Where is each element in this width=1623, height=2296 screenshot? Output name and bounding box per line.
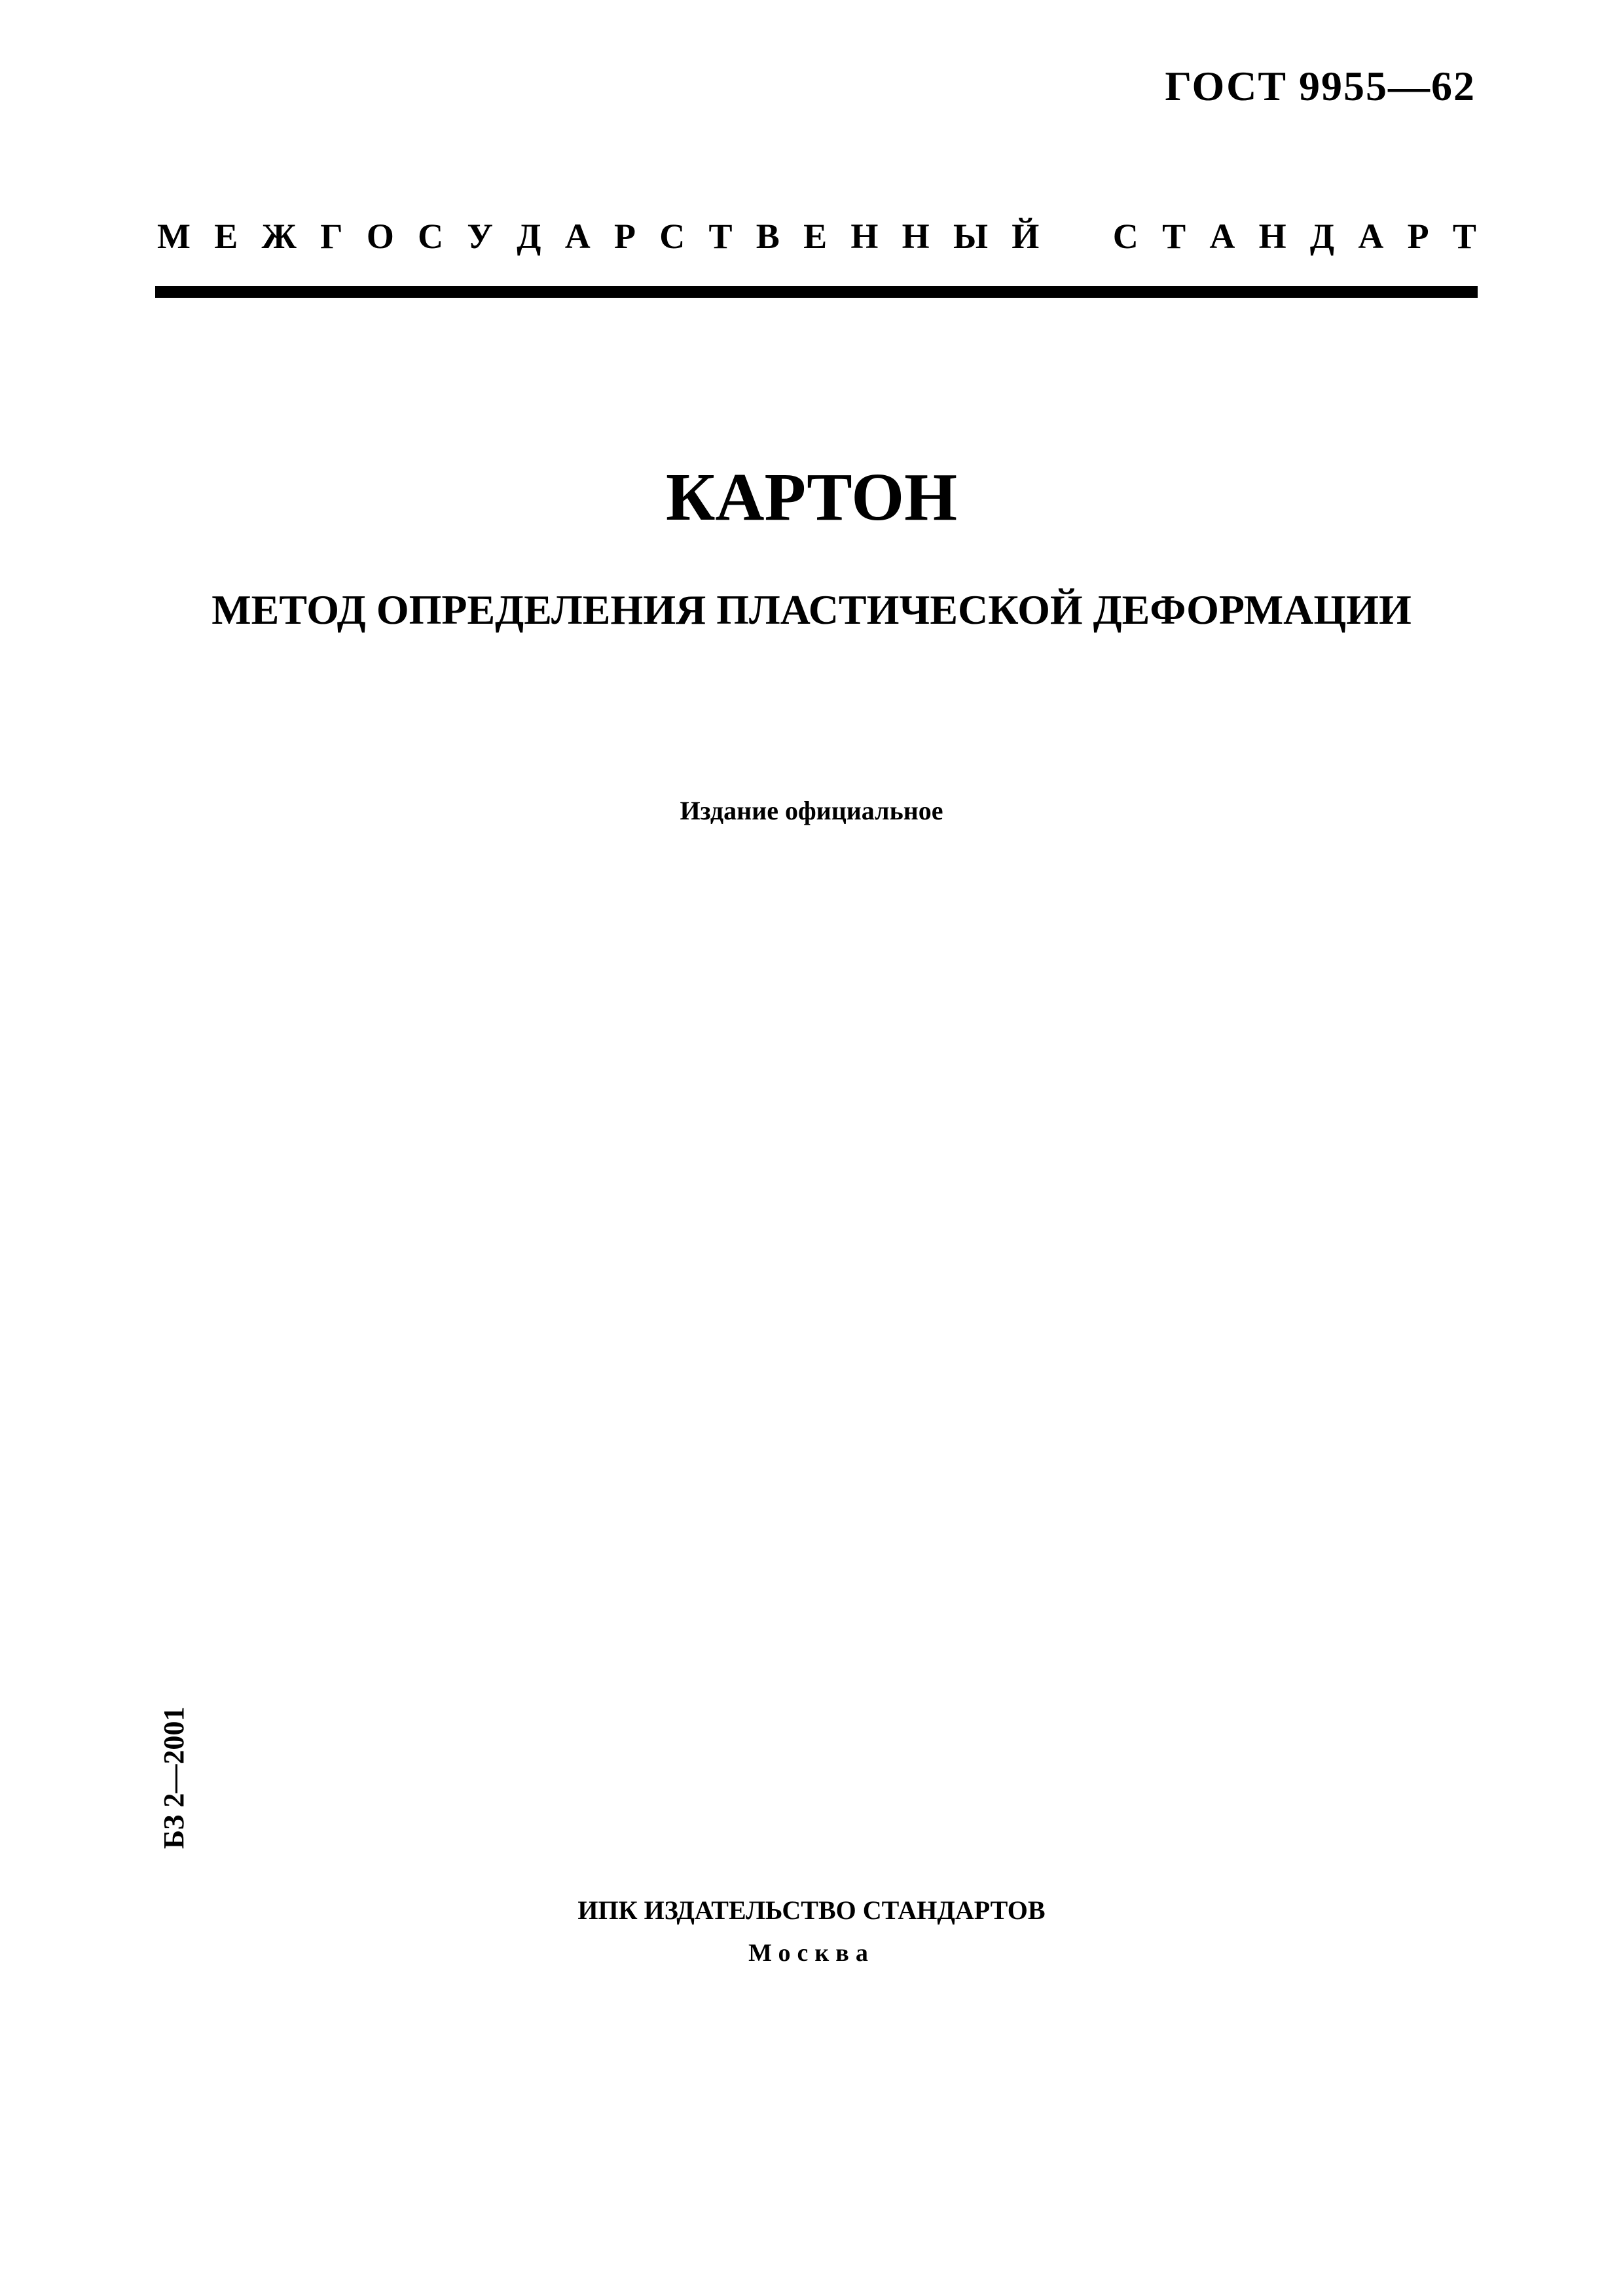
standard-type-letter: Ж — [261, 217, 297, 256]
publisher-city: Москва — [748, 1939, 875, 1967]
standard-type-letter: Р — [1407, 217, 1429, 256]
standard-type-letter: Н — [902, 217, 930, 256]
standard-type-letter: С — [659, 217, 685, 256]
gost-number: ГОСТ 9955—62 — [1165, 63, 1476, 109]
standard-type-letter: Й — [1012, 217, 1040, 256]
publisher-name: ИПК ИЗДАТЕЛЬСТВО СТАНДАРТОВ — [577, 1895, 1046, 1925]
standard-type-heading — [157, 216, 1476, 257]
header-rule — [155, 286, 1478, 298]
standard-type-letter: Т — [708, 217, 733, 256]
standard-type-letter: Д — [517, 217, 541, 256]
standard-type-letter: У — [467, 217, 494, 256]
standard-type-letter: Е — [803, 217, 828, 256]
standard-type-letter: Н — [850, 217, 879, 256]
standard-type-letter: В — [756, 217, 780, 256]
standard-type-letter: С — [418, 217, 444, 256]
standard-type-letter: Г — [320, 217, 343, 256]
standard-type-letter: Т — [1452, 217, 1476, 256]
standard-type-letter: Т — [1162, 217, 1186, 256]
standard-type-letter: Н — [1258, 217, 1286, 256]
side-code: БЗ 2—2001 — [158, 1706, 190, 1849]
standard-type-letter: А — [1358, 217, 1384, 256]
standard-type-letter: Д — [1309, 217, 1335, 256]
word-gap — [1063, 216, 1089, 257]
standard-type-letter: Р — [613, 217, 636, 256]
standard-type-letter: С — [1112, 217, 1139, 256]
standard-type-letter: Ы — [953, 217, 988, 256]
edition-note: Издание официальное — [680, 796, 943, 825]
standard-type-letter: Е — [214, 217, 238, 256]
document-subtitle: МЕТОД ОПРЕДЕЛЕНИЯ ПЛАСТИЧЕСКОЙ ДЕФОРМАЦИИ — [211, 586, 1412, 633]
standard-type-letter: А — [564, 217, 591, 256]
standard-type-letter: А — [1209, 217, 1235, 256]
standard-type-letter: М — [157, 217, 191, 256]
document-title: КАРТОН — [665, 459, 958, 535]
standard-type-letter: О — [366, 217, 394, 256]
